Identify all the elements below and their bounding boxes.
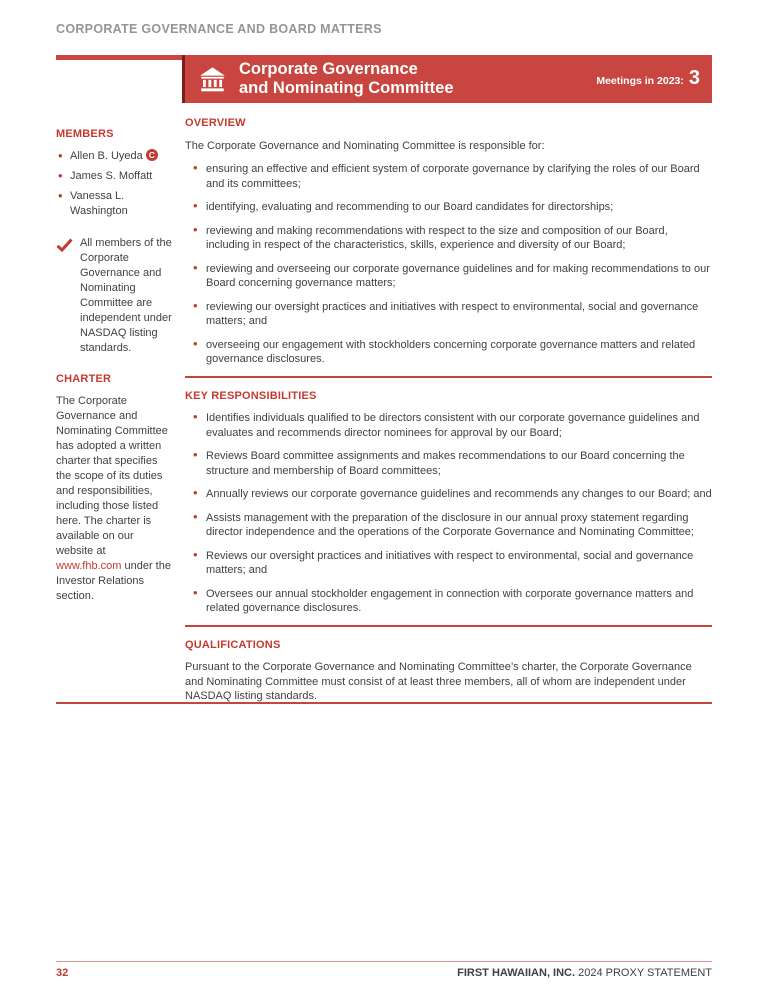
banner-title-line2: and Nominating Committee xyxy=(239,79,454,97)
list-item xyxy=(193,487,712,502)
bank-icon xyxy=(199,66,226,93)
list-item xyxy=(193,411,712,440)
member-name: Vanessa L. Washington xyxy=(70,190,128,217)
key-responsibilities-bullet-list xyxy=(193,411,712,616)
key-responsibilities-heading: KEY RESPONSIBILITIES xyxy=(185,389,317,402)
qualifications-section xyxy=(185,638,712,704)
member-name: Allen B. Uyeda xyxy=(70,150,143,162)
charter-section xyxy=(56,372,173,604)
list-item xyxy=(193,587,712,616)
overview-section xyxy=(185,116,712,367)
members-heading: MEMBERS xyxy=(56,128,114,140)
main-column xyxy=(185,103,712,704)
list-item xyxy=(193,262,712,291)
bullet-text: identifying, evaluating and recommending to our Board candidates for directorships; xyxy=(206,201,614,213)
footer-company: FIRST HAWAIIAN, INC. xyxy=(457,967,576,979)
bullet-text: Annually reviews our corporate governance guidelines and recommends any changes to our Board; and xyxy=(206,488,712,500)
list-item xyxy=(193,449,712,478)
meetings-count-group xyxy=(596,68,700,90)
charter-text xyxy=(56,394,173,604)
banner-title xyxy=(239,60,454,98)
page-footer xyxy=(56,961,712,979)
banner-title-line1: Corporate Governance xyxy=(239,60,418,78)
member-item xyxy=(56,149,173,164)
meetings-count: 3 xyxy=(688,67,700,89)
bullet-text: overseeing our engagement with stockholders concerning corporate governance matters and related governance disclosures. xyxy=(206,338,696,365)
bullet-text: reviewing and making recommendations with respect to the size and composition of our Board, including in respect of the characteristics, skills, experience and diversity of our Board; xyxy=(206,224,668,251)
members-list xyxy=(56,149,173,219)
list-item xyxy=(193,549,712,578)
list-item xyxy=(193,300,712,329)
section-divider xyxy=(185,376,712,378)
charter-text-before-link: The Corporate Governance and Nominating Committee has adopted a written charter that specifies the scope of its duties and responsibilities, including those listed here. The charter is available on our website at xyxy=(56,395,168,557)
list-item xyxy=(193,224,712,253)
qualifications-heading: QUALIFICATIONS xyxy=(185,638,281,651)
overview-heading: OVERVIEW xyxy=(185,117,246,129)
bullet-text: Identifies individuals qualified to be directors consistent with our corporate governance guidelines and evaluates and recommends director nominees for approval by our Board; xyxy=(206,412,700,439)
footer-document: 2024 PROXY STATEMENT xyxy=(578,967,712,979)
footer-right xyxy=(457,967,712,979)
meetings-label: Meetings in 2023: xyxy=(596,75,684,87)
chair-badge: C xyxy=(146,149,158,161)
member-name: James S. Moffatt xyxy=(70,170,153,182)
key-responsibilities-section xyxy=(185,389,712,616)
list-item xyxy=(193,511,712,540)
content-columns xyxy=(56,103,712,704)
section-divider xyxy=(185,625,712,627)
list-item xyxy=(193,338,712,367)
bullet-text: Oversees our annual stockholder engagement in connection with corporate governance matters and related governance disclosures. xyxy=(206,587,694,614)
independence-note xyxy=(56,236,173,356)
member-item xyxy=(56,189,173,219)
list-item xyxy=(193,162,712,191)
bullet-text: Reviews our oversight practices and initiatives with respect to environmental, social and governance matters; and xyxy=(206,549,694,576)
bullet-text: ensuring an effective and efficient system of corporate governance by clarifying the roles of our Board and its committees; xyxy=(206,163,700,190)
member-item xyxy=(56,169,173,184)
page-header: CORPORATE GOVERNANCE AND BOARD MATTERS xyxy=(56,22,382,36)
bullet-text: reviewing our oversight practices and initiatives with respect to environmental, social and governance matters; and xyxy=(206,300,699,327)
bullet-text: Assists management with the preparation of the disclosure in our annual proxy statement regarding director independence and the operations of the Corporate Governance and Nominating Committee; xyxy=(206,511,694,538)
checkmark-icon xyxy=(56,238,73,252)
independence-note-text: All members of the Corporate Governance and Nominating Committee are independent under NASDAQ listing standards. xyxy=(80,237,172,354)
overview-bullet-list xyxy=(193,162,712,367)
fhb-website-link[interactable]: www.fhb.com xyxy=(56,560,122,572)
bottom-content-rule xyxy=(56,702,712,704)
overview-intro: The Corporate Governance and Nominating Committee is responsible for: xyxy=(185,139,545,152)
sidebar xyxy=(56,103,185,604)
page-number: 32 xyxy=(56,967,69,979)
banner-thin-bar xyxy=(56,55,182,60)
committee-banner xyxy=(182,55,712,103)
charter-heading: CHARTER xyxy=(56,373,112,385)
qualifications-text: Pursuant to the Corporate Governance and Nominating Committee’s charter, the Corporate Governance and Nominating Committee must consist of at least three members, all of whom are independent under NASDAQ listing standards. xyxy=(185,661,692,702)
list-item xyxy=(193,200,712,215)
bullet-text: Reviews Board committee assignments and makes recommendations to our Board concerning the structure and membership of Board committees; xyxy=(206,450,685,477)
committee-banner-row xyxy=(56,55,712,103)
charter-text-after-link: under the Investor Relations section. xyxy=(56,560,171,602)
bullet-text: reviewing and overseeing our corporate governance guidelines and for making recommendations to our Board concerning governance matters; xyxy=(206,262,710,289)
